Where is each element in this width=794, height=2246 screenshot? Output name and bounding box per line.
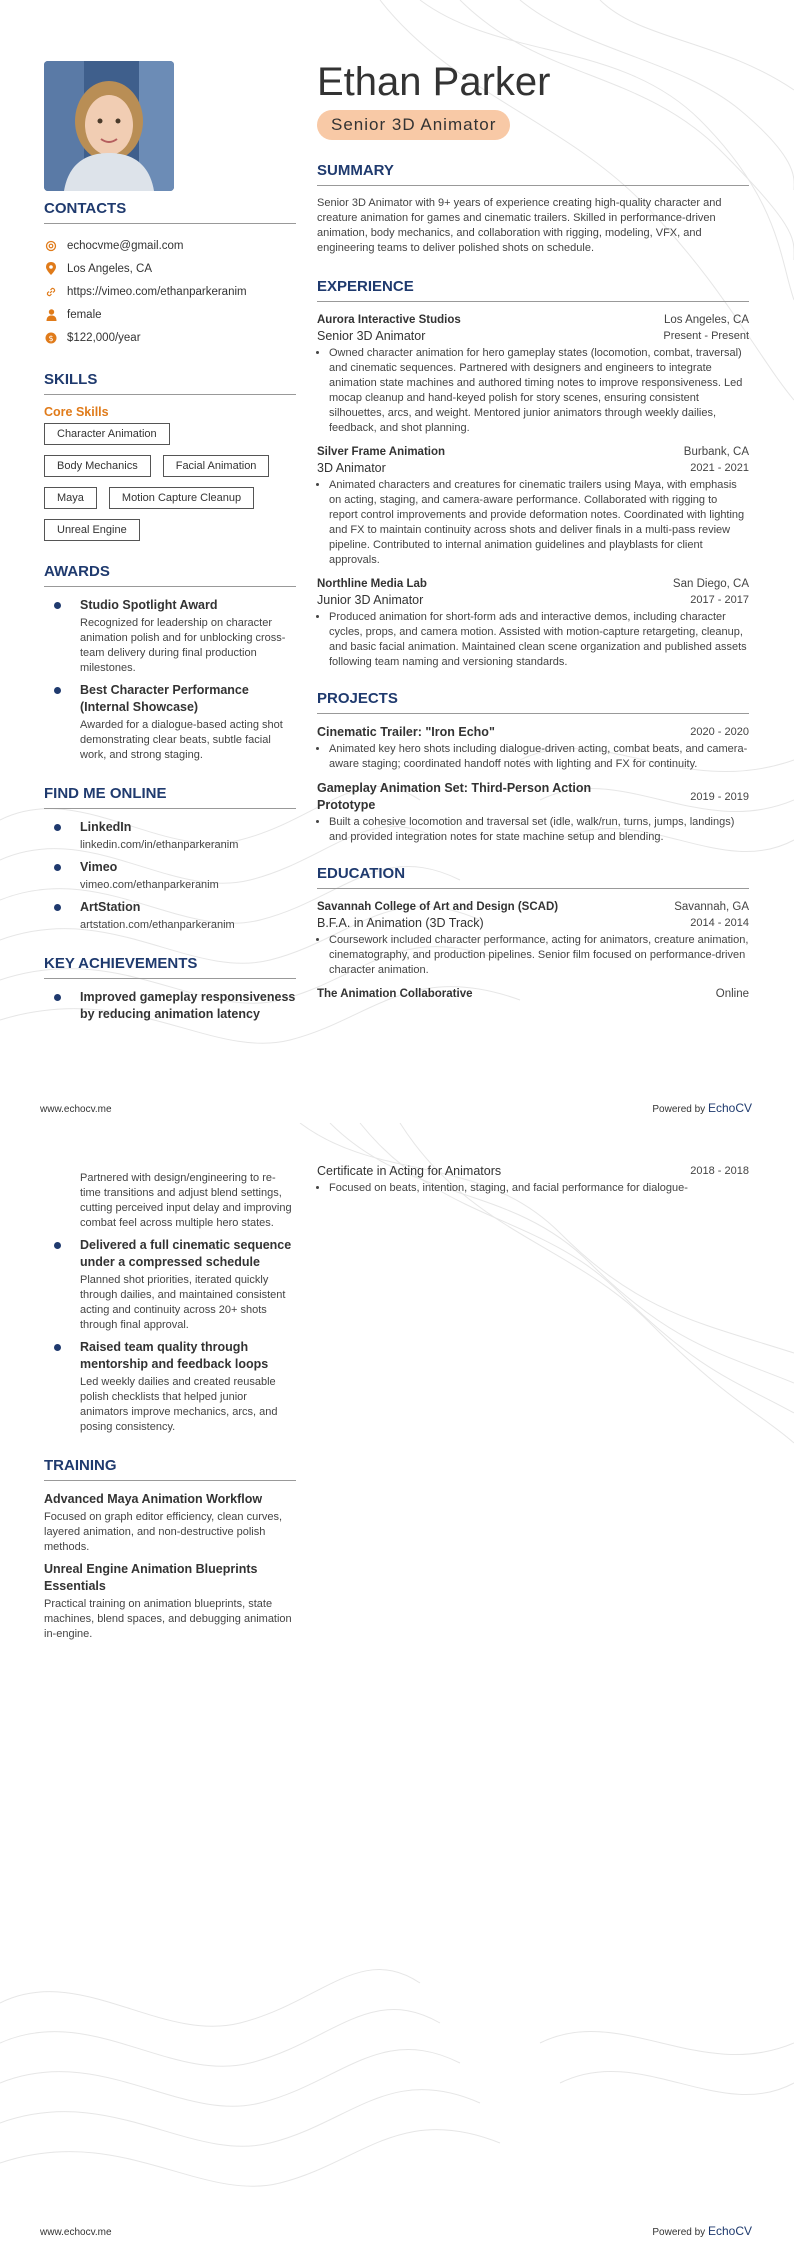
salary-icon <box>44 331 58 345</box>
awards-heading: AWARDS <box>44 563 296 587</box>
resume-page-2 <box>0 1123 794 2246</box>
contact-email[interactable] <box>44 234 296 257</box>
mail-icon <box>44 239 58 253</box>
experience-entry <box>317 444 749 568</box>
skill-chip: Character Animation <box>44 423 170 445</box>
achievement-desc: Led weekly dailies and created reusable polish checklists that helped junior animators improve mechanics, arcs, and posing consistency. <box>80 1376 278 1433</box>
right-column-continued <box>317 1163 749 1204</box>
job-role: Junior 3D Animator <box>317 593 424 607</box>
footer-site[interactable]: www.echocv.me <box>40 2227 112 2238</box>
degree-name: B.F.A. in Animation (3D Track) <box>317 916 484 930</box>
job-dates: 2017 - 2017 <box>690 594 749 606</box>
education-entry <box>317 899 749 978</box>
contact-location <box>44 257 296 280</box>
summary-text: Senior 3D Animator with 9+ years of experience creating high-quality character and creature animation for games and cinematic trailers. Skilled in performance-driven animation, body mechanics, and collaboration with rigging, modeling, VFX, and engineering teams to deliver polished shots on schedule. <box>317 197 722 254</box>
job-location: Los Angeles, CA <box>663 314 749 326</box>
training-item <box>44 1561 296 1642</box>
right-column <box>317 162 749 1002</box>
contact-salary <box>44 326 296 349</box>
summary-heading: SUMMARY <box>317 162 749 186</box>
achievement-item <box>44 1237 296 1333</box>
contact-website-value: https://vimeo.com/ethanparkeranim <box>67 285 247 298</box>
achievement-desc: Planned shot priorities, iterated quickly through dailies, and maintained consistent acting and continuity across 20+ shots through final approval. <box>80 1274 286 1331</box>
experience-entry <box>317 576 749 670</box>
achievement-title: Delivered a full cinematic sequence under a compressed schedule <box>80 1238 292 1269</box>
location-pin-icon <box>44 262 58 276</box>
job-dates: Present - Present <box>663 330 749 342</box>
education-bullet: • Coursework included character performance, acting for animators, creature animation, cinematography, and production pipelines. Senior film focused on performance-driven character animation. <box>329 933 749 978</box>
training-heading: TRAINING <box>44 1457 296 1481</box>
achievement-item <box>44 1339 296 1435</box>
experience-entry <box>317 312 749 436</box>
training-desc: Practical training on animation blueprints, state machines, blend spaces, and debugging animation in-engine. <box>44 1598 292 1640</box>
projects-heading: PROJECTS <box>317 690 749 714</box>
education-dates: 2018 - 2018 <box>690 1165 749 1177</box>
school-name: The Animation Collaborative <box>317 988 473 1000</box>
project-title: Cinematic Trailer: "Iron Echo" <box>317 725 495 739</box>
job-bullet: • Owned character animation for hero gameplay states (locomotion, combat, traversal) and cinematic sequences. Partnered with designers and engineers to integrate animation state machines and authored timing notes to improve responsiveness. Led mocap cleanup and hand-keyed polish for story scenes, ensuring consistent silhouettes, arcs, and weight. Mentored junior animators through weekly dailies, feedback, and shot planning. <box>329 346 749 436</box>
achievement-title: Improved gameplay responsiveness by reducing animation latency <box>80 990 296 1021</box>
degree-name: Certificate in Acting for Animators <box>317 1164 502 1178</box>
skill-chip: Maya <box>44 487 97 509</box>
achievement-desc: Partnered with design/engineering to re-time transitions and adjust blend settings, cutting perceived input delay and improving combat feel across multiple hero states. <box>80 1172 292 1229</box>
bullet-dot <box>54 824 61 831</box>
project-bullet: • Built a cohesive locomotion and traversal set (idle, walk/run, turns, jumps, landings) and provided integration notes for state machine setup and blending. <box>329 815 749 845</box>
left-column-continued <box>44 1169 296 1642</box>
skill-chip: Body Mechanics <box>44 455 151 477</box>
project-dates: 2019 - 2019 <box>690 790 749 803</box>
training-desc: Focused on graph editor efficiency, clean curves, layered animation, and non-destructive polish methods. <box>44 1511 283 1553</box>
contact-email-value: echocvme@gmail.com <box>67 239 184 252</box>
online-title: LinkedIn <box>80 820 132 834</box>
contacts-heading: CONTACTS <box>44 200 296 224</box>
achievements-heading: KEY ACHIEVEMENTS <box>44 955 296 979</box>
contact-website[interactable] <box>44 280 296 303</box>
job-location: San Diego, CA <box>672 578 749 590</box>
education-dates: 2014 - 2014 <box>690 917 749 929</box>
echocv-brand[interactable]: EchoCV <box>707 1101 752 1115</box>
online-link[interactable]: vimeo.com/ethanparkeranim <box>80 879 219 891</box>
education-entry <box>317 986 749 1002</box>
powered-label: Powered by <box>652 2227 706 2238</box>
job-location: Burbank, CA <box>683 446 749 458</box>
profile-photo <box>44 61 174 191</box>
contact-salary-value: $122,000/year <box>67 331 141 344</box>
award-title: Best Character Performance (Internal Showcase) <box>80 683 249 714</box>
skills-heading: SKILLS <box>44 371 296 395</box>
bullet-dot <box>54 1242 61 1249</box>
powered-by <box>652 2224 752 2238</box>
bullet-dot <box>54 602 61 609</box>
award-item <box>44 682 296 763</box>
project-entry <box>317 780 749 845</box>
online-link[interactable]: artstation.com/ethanparkeranim <box>80 919 235 931</box>
job-role: Senior 3D Animator <box>317 329 426 343</box>
skill-chip: Motion Capture Cleanup <box>109 487 254 509</box>
company-name: Northline Media Lab <box>317 578 427 590</box>
project-title: Gameplay Animation Set: Third-Person Action Prototype <box>317 781 592 812</box>
job-bullet: • Produced animation for short-form ads and interactive demos, including character cycles, props, and camera motion. Assisted with motion-capture retargeting, cleanup, and basic facial animation. Maintained clean scene organization and published assets following team naming and versioning standards. <box>329 610 749 670</box>
education-bullet: • Focused on beats, intention, staging, and facial performance for dialogue- <box>329 1181 749 1196</box>
skills-list <box>44 423 296 551</box>
echocv-brand[interactable]: EchoCV <box>707 2224 752 2238</box>
bullet-dot <box>54 864 61 871</box>
job-bullet: • Animated characters and creatures for cinematic trailers using Maya, with emphasis on acting, staging, and camera-aware performance. Collaborated with rigging to report control improvements and provide deformation notes. Coordinated with lighting and FX to maintain continuity across shots and deliver finals in a multi-pass review pipeline. Contributed to internal animation guidelines and playblasts for client approvals. <box>329 478 749 568</box>
experience-heading: EXPERIENCE <box>317 278 749 302</box>
company-name: Silver Frame Animation <box>317 446 446 458</box>
project-dates: 2020 - 2020 <box>690 726 749 738</box>
online-heading: FIND ME ONLINE <box>44 785 296 809</box>
skill-chip: Unreal Engine <box>44 519 140 541</box>
award-title: Studio Spotlight Award <box>80 598 218 612</box>
svg-text:$: $ <box>48 333 54 343</box>
online-title: ArtStation <box>80 900 141 914</box>
education-heading: EDUCATION <box>317 865 749 889</box>
bullet-dot <box>54 994 61 1001</box>
project-bullet: • Animated key hero shots including dialogue-driven acting, combat beats, and camera-aware staging; coordinated handoff notes with lighting and FX for continuity. <box>329 742 749 772</box>
achievement-title: Raised team quality through mentorship and feedback loops <box>80 1340 269 1371</box>
job-role: 3D Animator <box>317 461 386 475</box>
contact-gender-value: female <box>67 308 102 321</box>
award-desc: Recognized for leadership on character animation polish and for unblocking cross-team delivery during final production milestones. <box>80 617 286 674</box>
company-name: Aurora Interactive Studios <box>317 314 461 326</box>
award-desc: Awarded for a dialogue-based acting shot demonstrating clear beats, subtle facial work, and strong staging. <box>80 719 283 761</box>
school-name: Savannah College of Art and Design (SCAD) <box>317 901 559 913</box>
candidate-name: Ethan Parker <box>317 60 551 104</box>
footer-site[interactable]: www.echocv.me <box>40 1104 112 1115</box>
job-dates: 2021 - 2021 <box>690 462 749 474</box>
powered-label: Powered by <box>652 1104 706 1115</box>
skill-chip: Facial Animation <box>163 455 270 477</box>
achievement-item-continued <box>44 1171 296 1231</box>
school-location: Online <box>715 988 749 1000</box>
bullet-dot <box>54 1344 61 1351</box>
online-item[interactable] <box>44 859 296 893</box>
online-title: Vimeo <box>80 860 118 874</box>
project-entry <box>317 724 749 772</box>
award-item <box>44 597 296 676</box>
school-location: Savannah, GA <box>674 901 749 913</box>
online-link[interactable]: linkedin.com/in/ethanparkeranim <box>80 839 239 851</box>
training-item <box>44 1491 296 1555</box>
skills-group-label: Core Skills <box>44 405 109 419</box>
link-icon <box>44 285 58 299</box>
left-column <box>44 200 296 1029</box>
achievement-item <box>44 989 296 1023</box>
training-title: Unreal Engine Animation Blueprints Essentials <box>44 1562 258 1593</box>
person-icon <box>44 308 58 322</box>
bullet-dot <box>54 904 61 911</box>
bullet-dot <box>54 687 61 694</box>
online-item[interactable] <box>44 819 296 853</box>
contact-location-value: Los Angeles, CA <box>67 262 153 275</box>
powered-by <box>652 1101 752 1115</box>
online-item[interactable] <box>44 899 296 933</box>
training-title: Advanced Maya Animation Workflow <box>44 1492 263 1506</box>
job-title-badge: Senior 3D Animator <box>317 110 510 140</box>
contact-gender <box>44 303 296 326</box>
